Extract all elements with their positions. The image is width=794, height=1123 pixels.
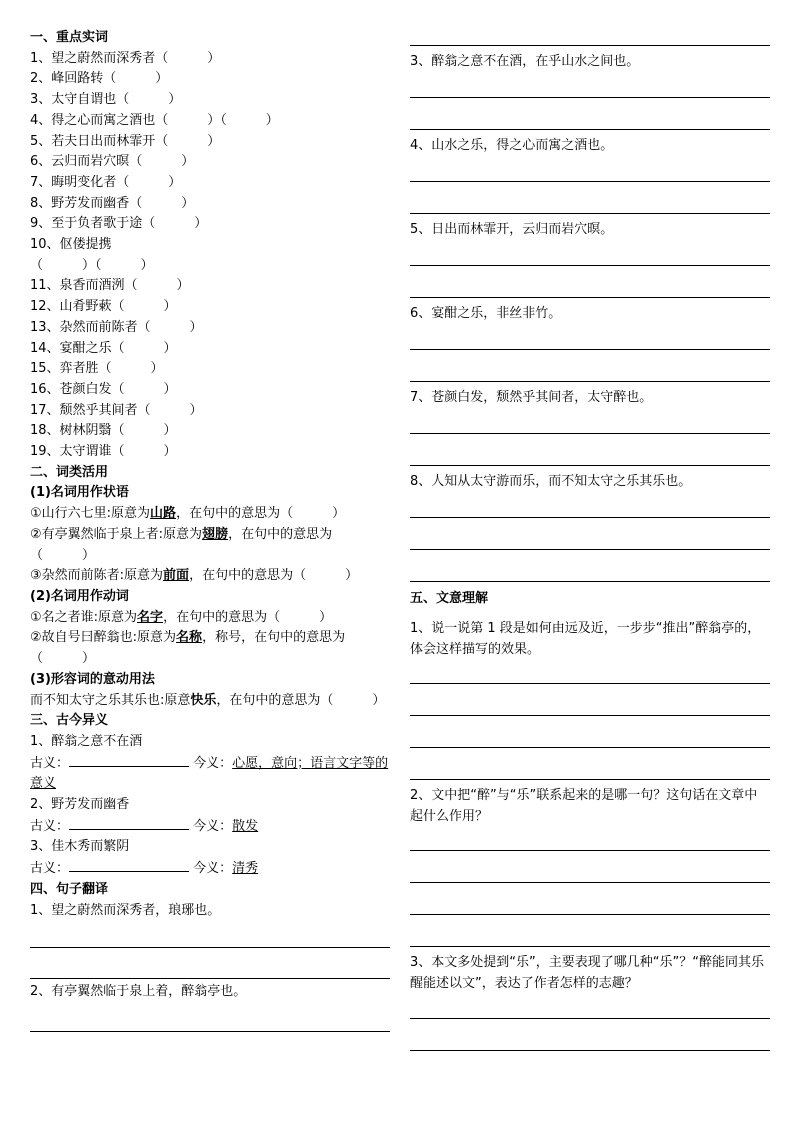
usage-word: 山路 — [150, 506, 177, 522]
list-item: 12、山肴野蔌（ ） — [30, 299, 177, 315]
meaning-row — [30, 858, 390, 880]
list-item: 2、野芳发而幽香 — [30, 797, 130, 813]
answer-line[interactable] — [410, 716, 770, 748]
question-text: 2、文中把“醉”与“乐”联系起来的是哪一句？这句话在文章中起什么作用？ — [410, 788, 758, 824]
modern-label: 今义： — [193, 818, 233, 834]
usage-text: ，在句中的意思为（ ） — [163, 609, 333, 625]
answer-line[interactable] — [410, 182, 770, 214]
modern-meaning: 散发 — [232, 818, 259, 834]
section-title-key-words: 一、重点实词 — [30, 30, 109, 45]
answer-line[interactable] — [410, 851, 770, 883]
usage-word: 前面 — [163, 568, 190, 584]
question-text: 3、本文多处提到“乐”，主要表现了哪几种“乐”？“醉能同其乐醒能述以文”，表达了作者怎样的志趣？ — [410, 955, 764, 991]
usage-text: ③杂然而前陈者:原意为 — [30, 568, 164, 584]
answer-line[interactable] — [410, 518, 770, 550]
answer-line[interactable] — [410, 72, 770, 98]
usage-text: ②有亭翼然临于泉上者:原意为 — [30, 526, 203, 542]
meaning-row — [30, 753, 390, 795]
subsection-title: (3)形容词的意动用法 — [30, 671, 155, 687]
list-item: 3、太守自谓也（ ） — [30, 92, 182, 108]
ancient-label: 古义： — [30, 861, 70, 877]
modern-label: 今义： — [193, 861, 233, 877]
question-text: 3、醉翁之意不在酒，在乎山水之间也。 — [410, 54, 640, 69]
answer-line[interactable] — [410, 883, 770, 915]
question-text: 8、人知从太守游而乐，而不知太守之乐其乐也。 — [410, 474, 692, 489]
answer-line[interactable] — [410, 915, 770, 947]
question-text: 5、日出而林霏开，云归而岩穴暝。 — [410, 222, 614, 237]
list-item: 18、树林阴翳（ ） — [30, 423, 177, 439]
usage-text: ，在句中的意思为（ ） — [189, 568, 359, 584]
usage-text: ，在句中的意思为（ ） — [176, 506, 346, 522]
modern-meaning: 清秀 — [232, 861, 259, 877]
answer-line[interactable] — [410, 434, 770, 466]
subsection-title: (2)名词用作动词 — [30, 588, 129, 604]
answer-line[interactable] — [30, 948, 390, 979]
section-title-comprehension: 五、文意理解 — [410, 591, 489, 606]
answer-line[interactable] — [30, 927, 390, 948]
list-item: （ ）（ ） — [30, 257, 154, 273]
meaning-row — [30, 816, 390, 838]
answer-line[interactable] — [410, 827, 770, 851]
answer-line[interactable] — [410, 350, 770, 382]
list-item: 4、得之心而寓之酒也（ ）（ ） — [30, 112, 279, 128]
subsection-title: (1)名词用作状语 — [30, 485, 129, 501]
usage-text: ，在句中的意思为（ ） — [30, 526, 333, 563]
question-text: 4、山水之乐，得之心而寓之酒也。 — [410, 138, 614, 153]
usage-text: 而不知太守之乐其乐也:原意 — [30, 692, 191, 708]
answer-line[interactable] — [410, 324, 770, 350]
key-words-list — [30, 49, 390, 463]
answer-blank[interactable] — [69, 858, 189, 872]
modern-meaning: 心愿，意向；语言文字等的意义 — [30, 755, 389, 792]
question-text: 7、苍颜白发，颓然乎其间者，太守醉也。 — [410, 390, 653, 405]
list-item: 1、望之蔚然而深秀者（ ） — [30, 50, 221, 66]
usage-item — [30, 525, 390, 566]
usage-item — [30, 608, 390, 629]
usage-item — [30, 566, 390, 587]
usage-word: 名称 — [176, 630, 203, 646]
usage-text: ②故自号曰醉翁也:原意为 — [30, 630, 177, 646]
answer-line[interactable] — [410, 994, 770, 1019]
answer-line[interactable] — [410, 684, 770, 716]
list-item: 1、醉翁之意不在酒 — [30, 733, 143, 749]
list-item: 15、弈者胜（ ） — [30, 361, 164, 377]
modern-label: 今义： — [193, 755, 233, 771]
section-title-translation: 四、句子翻译 — [30, 881, 109, 897]
answer-line[interactable] — [410, 550, 770, 582]
list-item: 5、若夫日出而林霏开（ ） — [30, 133, 221, 149]
ancient-label: 古义： — [30, 818, 70, 834]
section-title-ancient-modern: 三、古今异义 — [30, 713, 109, 729]
answer-line[interactable] — [410, 28, 770, 46]
question-text: 6、宴酣之乐，非丝非竹。 — [410, 306, 562, 321]
usage-text: ，在句中的意思为（ ） — [216, 692, 386, 708]
question-text: 1、望之蔚然而深秀者，琅琊也。 — [30, 902, 221, 918]
list-item: 17、颓然乎其间者（ ） — [30, 402, 203, 418]
list-item: 2、峰回路转（ ） — [30, 71, 169, 87]
answer-line[interactable] — [410, 1019, 770, 1051]
answer-line[interactable] — [410, 156, 770, 182]
answer-blank[interactable] — [69, 753, 189, 767]
question-text: 1、说一说第 1 段是如何由远及近，一步步“推出”醉翁亭的，体会这样描写的效果。 — [410, 621, 761, 657]
answer-blank[interactable] — [69, 816, 189, 830]
list-item: 10、伛偻提携 — [30, 237, 112, 253]
usage-text: ①名之者谁:原意为 — [30, 609, 138, 625]
ancient-label: 古义： — [30, 755, 70, 771]
right-column — [410, 28, 770, 1051]
list-item: 7、晦明变化者（ ） — [30, 174, 182, 190]
answer-line[interactable] — [410, 408, 770, 434]
usage-word: 快乐 — [190, 692, 217, 708]
list-item: 19、太守谓谁（ ） — [30, 444, 177, 460]
list-item: 8、野芳发而幽香（ ） — [30, 195, 195, 211]
list-item: 11、泉香而酒洌（ ） — [30, 278, 190, 294]
usage-item — [30, 691, 390, 712]
answer-line[interactable] — [410, 492, 770, 518]
left-column — [30, 28, 390, 1032]
answer-line[interactable] — [410, 660, 770, 684]
usage-text: ，称号，在句中的意思为（ ） — [30, 630, 346, 667]
usage-item — [30, 504, 390, 525]
answer-line[interactable] — [410, 748, 770, 780]
usage-word: 翅膀 — [202, 526, 229, 542]
answer-line[interactable] — [30, 1003, 390, 1032]
list-item: 9、至于负者歌于途（ ） — [30, 216, 208, 232]
list-item: 3、佳木秀而繁阴 — [30, 839, 130, 855]
list-item: 16、苍颜白发（ ） — [30, 381, 177, 397]
list-item: 13、杂然而前陈者（ ） — [30, 319, 203, 335]
question-text: 2、有亭翼然临于泉上着，醉翁亭也。 — [30, 984, 247, 1000]
list-item: 14、宴酣之乐（ ） — [30, 340, 177, 356]
answer-line[interactable] — [410, 98, 770, 130]
answer-line[interactable] — [410, 240, 770, 266]
usage-item — [30, 628, 390, 669]
usage-text: ①山行六七里:原意为 — [30, 506, 151, 522]
usage-word: 名字 — [137, 609, 164, 625]
section-title-word-class: 二、词类活用 — [30, 464, 109, 480]
list-item: 6、云归而岩穴暝（ ） — [30, 154, 195, 170]
answer-line[interactable] — [410, 266, 770, 298]
